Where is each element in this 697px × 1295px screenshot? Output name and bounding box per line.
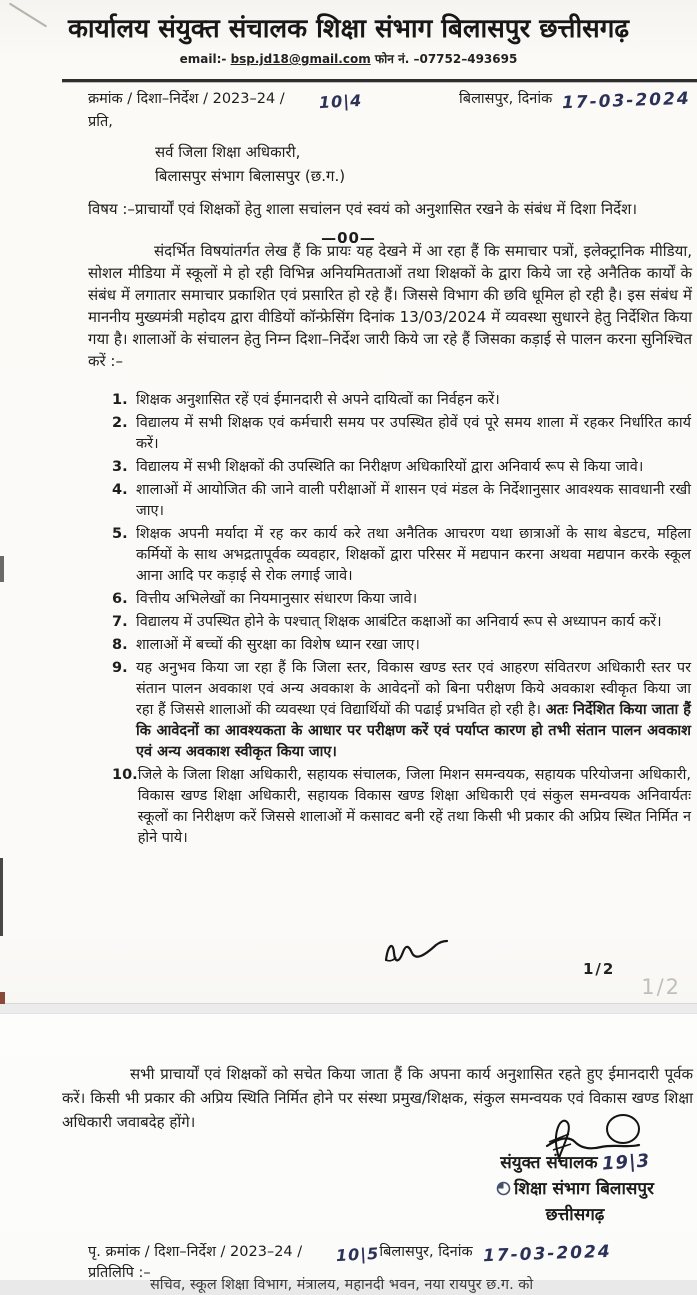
handwritten-letter-number: 10|4 <box>318 90 363 113</box>
signer-org-line-1 <box>495 1176 655 1202</box>
email-address: bsp.jd18@gmail.com <box>230 52 371 66</box>
contact-line <box>0 50 697 67</box>
body-paragraph: संदर्भित विषयांतर्गत लेख हैं कि प्रायः यह देखने में आ रहा हैं कि समाचार पत्रों, इलेक्ट्रानिक मीडिया, सोशल मीडिया में स्कूलों मे हो रही विभिन्न अनियमितताओं तथा शिक्षकों के द्वारा किये जा रहे अनैतिक कार्यों के संबंध में लगातार समाचार प्रकाशित एवं प्रसारित हो रहे हैं। जिससे विभाग की छवि धूमिल हो रही है। इस संबंध में माननीय मुख्यमंत्री महोदय द्वारा वीडियों कॉन्फ्रेसिंग दिनांक 13/03/2024 में व्यवस्था सुधारने हेतु निर्देशित किया गया है। शालाओं के संचालन हेतु निम्न दिशा–निर्देश जारी किये जा रहे हैं जिसका कड़ाई से पालन करना सुनिश्चित करें :– <box>88 242 692 370</box>
item-number: 7. <box>112 614 128 630</box>
item-text: शिक्षक अनुशासित रहें एवं ईमानदारी से अपने दायित्वों का निर्वहन करें। <box>136 392 500 408</box>
distribution-line-clipped: सचिव, स्कूल शिक्षा विभाग, मंत्रालय, महानदी भवन, नया रायपुर छ.ग. को <box>150 1277 534 1293</box>
item-number: 1. <box>112 392 128 408</box>
letter-page-2 <box>0 1014 697 1293</box>
handwritten-sign-date: 19|3 <box>600 1150 651 1175</box>
email-label: email:- <box>179 52 227 66</box>
list-item <box>112 612 691 633</box>
list-item <box>112 390 691 411</box>
header-divider <box>62 79 697 82</box>
section-separator: —00— <box>321 229 376 247</box>
list-item <box>112 524 691 587</box>
signer-org-text: शिक्षा संभाग बिलासपुर <box>514 1179 654 1199</box>
office-title: कार्यालय संयुक्त संचालक शिक्षा संभाग बिलासपुर छत्तीसगढ़ <box>67 14 630 44</box>
place-date-label: बिलासपुर, दिनांक <box>459 91 553 107</box>
scan-edge-artifact <box>0 858 3 936</box>
addressee-line-1: सर्व जिला शिक्षा अधिकारी, <box>155 143 301 161</box>
stamp-icon <box>496 1181 511 1196</box>
item-number: 6. <box>112 591 128 607</box>
scan-edge-artifact <box>0 992 5 1004</box>
subject-row <box>88 198 691 221</box>
scan-edge-artifact <box>0 556 4 582</box>
item-text: विद्यालय में उपस्थित होने के पश्चात् शिक्षक आबंटित कक्षाओं का अनिवार्य रूप से अध्यापन कार्य करें। <box>136 614 662 630</box>
phone-number: फोन नं. –07752–493695 <box>374 52 518 66</box>
place-date-label-2: बिलासपुर, दिनांक <box>379 1244 473 1260</box>
directive-list <box>112 390 691 851</box>
prati-label: प्रति, <box>88 114 113 130</box>
item-text: वित्तीय अभिलेखों का नियमानुसार संधारण किया जावे। <box>136 591 418 607</box>
addressee-block <box>155 140 697 188</box>
handwritten-letter-number-2: 10|5 <box>335 1243 380 1266</box>
handwritten-date: 17-03-2024 <box>561 88 692 114</box>
item-text-normal: यह अनुभव किया जा रहा हैं कि जिला स्तर, विकास खण्ड स्तर एवं आहरण संवितरण अधिकारी स्तर पर संतान पालन अवकाश एवं अन्य अवकाश के आवेदनों को बिना परीक्षण किये अवकाश स्वीकृत किया जा रहा हैं जिससे शालाओं की व्यवस्था एवं विद्यार्थियों की पढाई प्रभवित हो रही है। <box>136 660 691 718</box>
item-text: शालाओं में बच्चों की सुरक्षा का विशेष ध्यान रखा जाए। <box>136 637 420 653</box>
item-number: 10. <box>112 767 138 783</box>
list-item <box>112 765 691 849</box>
addressee-line-2: बिलासपुर संभाग बिलासपुर (छ.ग.) <box>155 167 346 185</box>
page-break-band <box>0 1003 697 1014</box>
list-item <box>112 589 691 610</box>
pratilipi-label: प्रतिलिपि :– <box>88 1265 151 1281</box>
item-text: शिक्षक अपनी मर्यादा में रह कर कार्य करे तथा अनैतिक आचरण यथा छात्राओं के साथ बेडटच, महिला कर्मियों के साथ अभद्रतापूर्वक व्यवहार, शिक्षकों द्वारा परिसर में मद्यपान करना अथवा मद्यपान करके स्कूल आना आदि पर कड़ाई से रोक लगाई जावे। <box>136 526 691 584</box>
item-text: विद्यालय में सभी शिक्षकों की उपस्थिति का निरीक्षण अधिकारियों द्वारा अनिवार्य रूप से किया जावे। <box>136 459 644 475</box>
page-number-printed: 1/2 <box>583 960 616 978</box>
reference-row <box>88 89 691 112</box>
reference-row-2 <box>88 1242 691 1265</box>
item-number: 4. <box>112 482 128 498</box>
item-text: जिले के जिला शिक्षा अधिकारी, सहायक संचालक, जिला मिशन समन्वयक, सहायक परियोजना अधिकारी, विकास खण्ड शिक्षा अधिकारी, सहायक विकास खण्ड शिक्षा अधिकारी एवं संकुल समन्वयक अनिवार्यतः स्कूलों का निरीक्षण करें जिससे शालाओं में कसावट बनी रहें तथा किसी भी प्रकार की अप्रिय स्थित निर्मित न होने पाये। <box>137 767 691 846</box>
subject-text: प्राचार्यों एवं शिक्षकों हेतु शाला सचांलन एवं स्वयं को अनुशासित रखने के संबंध में दिशा निर्देश। <box>135 200 638 218</box>
item-number: 5. <box>112 526 128 542</box>
signer-designation: संयुक्त संचालक <box>500 1153 598 1173</box>
list-item <box>112 480 691 522</box>
item-text-bold: अतः निर्देशित किया जाता हैं कि आवेदनों का आवश्यकता के आधार पर परीक्षण करें एवं पर्याप्त कारण हो तभी संतान पालन अवकाश एवं अन्य अवकाश स्वीकृत किया जाए। <box>136 702 691 760</box>
reference-number-label-2: पृ. क्रमांक / दिशा–निर्देश / 2023–24 / <box>88 1244 303 1260</box>
signature-block <box>495 1112 655 1228</box>
warning-paragraph: सभी प्राचार्यों एवं शिक्षकों को सचेत किया जाता हैं कि अपना कार्य अनुशासित रहते हुए ईमानदारी पूर्वक करें। किसी भी प्रकार की अप्रिय स्थिति निर्मित होने पर संस्था प्रमुख/शिक्षक, संकुल समन्वयक एवं विकास खण्ड शिक्षा अधिकारी जवाबदेह होंगे। <box>62 1065 693 1131</box>
signer-org-line-2: छत्तीसगढ़ <box>545 1205 605 1225</box>
handwritten-date-2: 17-03-2024 <box>482 1241 612 1267</box>
list-item <box>112 635 691 656</box>
initial-signature-mark <box>380 933 452 969</box>
item-number: 9. <box>112 660 128 676</box>
subject-label: विषय :– <box>88 200 135 218</box>
item-number: 8. <box>112 637 128 653</box>
item-number: 2. <box>112 415 128 431</box>
viewer-page-indicator: 1/2 <box>641 975 681 999</box>
list-item <box>112 658 691 763</box>
item-text: विद्यालय में सभी शिक्षक एवं कर्मचारी समय पर उपस्थित होवें एवं पूरे समय शाला में रहकर निर्धारित कार्य करें। <box>136 415 691 452</box>
signer-designation-line <box>495 1150 655 1176</box>
list-item <box>112 413 691 455</box>
item-number: 3. <box>112 459 128 475</box>
list-item <box>112 457 691 478</box>
reference-number-label: क्रमांक / दिशा–निर्देश / 2023–24 / <box>88 91 285 107</box>
item-text: शालाओं में आयोजित की जाने वाली परीक्षाओं में शासन एवं मंडल के निर्देशानुसार आवश्यक सावधानी रखी जाए। <box>136 482 691 519</box>
item-text <box>136 658 691 763</box>
